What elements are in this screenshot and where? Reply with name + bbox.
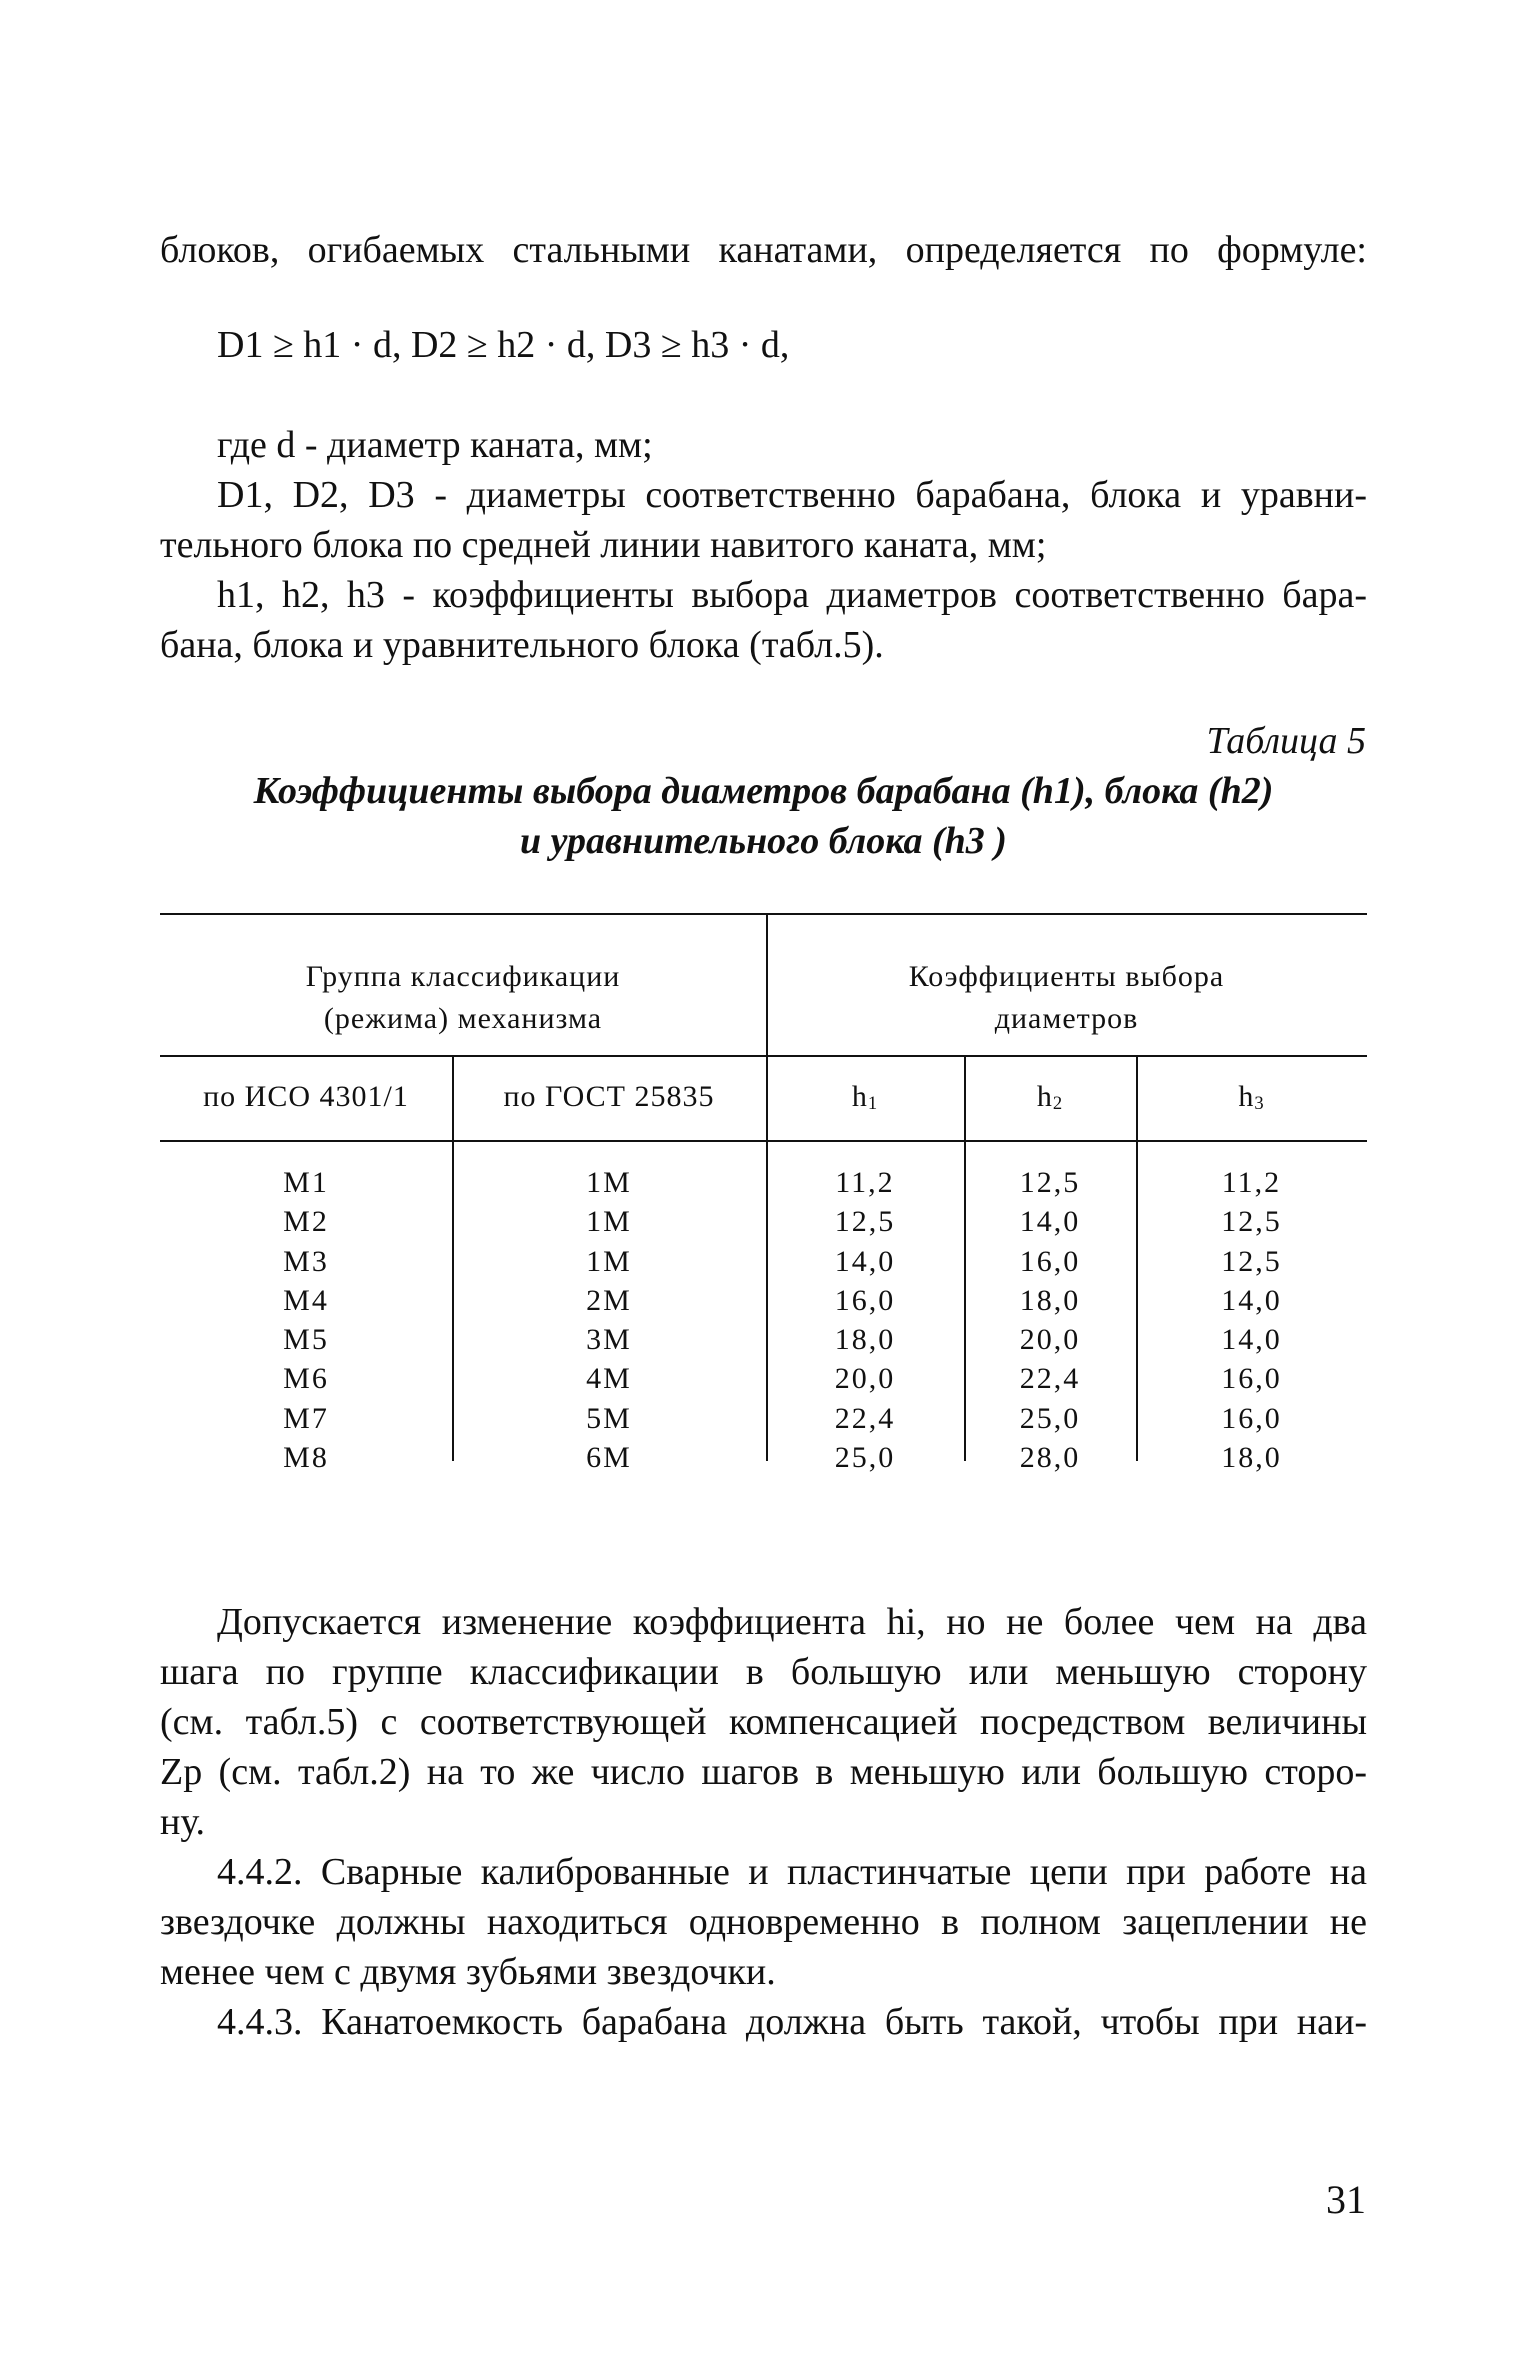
text-line: менее чем с двумя зубьями звездочки.: [160, 1951, 776, 1993]
column-h1: 11,2 12,5 14,0 16,0 18,0 20,0 22,4 25,0: [834, 1166, 896, 1475]
header-h3: $h_3$: [1238, 1080, 1265, 1114]
header-group: [160, 956, 766, 1040]
text-line: D1, D2, D3 - диаметры соответственно барабана, блока и уравни-: [217, 474, 1367, 516]
text-line: бана, блока и уравнительного блока (табл.5).: [160, 624, 884, 666]
column-iso: M1 M2 M3 M4 M5 M6 M7 M8: [283, 1166, 329, 1475]
table-label: Таблица 5: [1206, 720, 1366, 762]
text-line: (см. табл.5) с соответствующей компенсацией посредством величины: [160, 1701, 1367, 1743]
table-rule: [160, 1055, 1367, 1057]
header-h2: $h_2$: [1036, 1080, 1064, 1114]
header-coefficients: [766, 956, 1367, 1040]
coefficients-table: [160, 913, 1367, 1473]
header-iso: по ИСО 4301/1: [203, 1080, 409, 1113]
table-title: Коэффициенты выбора диаметров барабана (h1), блока (h2): [253, 770, 1274, 812]
formula-line: D1 ≥ h1 · d, D2 ≥ h2 · d, D3 ≥ h3 · d,: [217, 324, 790, 366]
column-gost: 1M 1M 1M 2M 3M 4M 5M 6M: [586, 1166, 632, 1475]
column-h3: 11,2 12,5 12,5 14,0 14,0 16,0 16,0 18,0: [1221, 1166, 1282, 1475]
text-line: 4.4.3. Канатоемкость барабана должна быть такой, чтобы при наи-: [217, 2001, 1367, 2043]
header-coef-line: Коэффициенты выбора: [908, 960, 1225, 993]
column-h2: 12,5 14,0 16,0 18,0 20,0 22,4 25,0 28,0: [1019, 1166, 1081, 1475]
text-line: ну.: [160, 1801, 206, 1843]
text-line: h1, h2, h3 - коэффициенты выбора диаметров соответственно бара-: [217, 574, 1367, 616]
page-number: 31: [1326, 2177, 1366, 2222]
header-group-line: (режима) механизма: [323, 1002, 603, 1035]
text-line: шага по группе классификации в большую или меньшую сторону: [160, 1651, 1367, 1693]
text-line: 4.4.2. Сварные калиброванные и пластинчатые цепи при работе на: [217, 1851, 1367, 1893]
text-line: Zp (см. табл.2) на то же число шагов в меньшую или большую сторо-: [160, 1751, 1367, 1793]
header-h1: $h_1$: [851, 1080, 879, 1114]
text-line: Допускается изменение коэффициента hi, но не более чем на два: [217, 1601, 1367, 1643]
header-gost: по ГОСТ 25835: [503, 1080, 715, 1113]
text-line: где d - диаметр каната, мм;: [217, 424, 653, 466]
header-h3-subscript: 3: [1254, 1092, 1265, 1114]
table-rule: [160, 1140, 1367, 1142]
text-line: звездочке должны находиться одновременно в полном зацеплении не: [160, 1901, 1367, 1943]
header-group-line: Группа классификации: [305, 960, 621, 993]
text-line: блоков, огибаемых стальными канатами, определяется по формуле:: [160, 229, 1367, 271]
table-rule: [160, 913, 1367, 915]
header-h1-subscript: 1: [867, 1092, 879, 1114]
header-coef-line: диаметров: [994, 1002, 1139, 1035]
text-line: тельного блока по средней линии навитого каната, мм;: [160, 524, 1047, 566]
table-title: и уравнительного блока (h3 ): [520, 820, 1007, 862]
header-h2-subscript: 2: [1052, 1092, 1064, 1114]
